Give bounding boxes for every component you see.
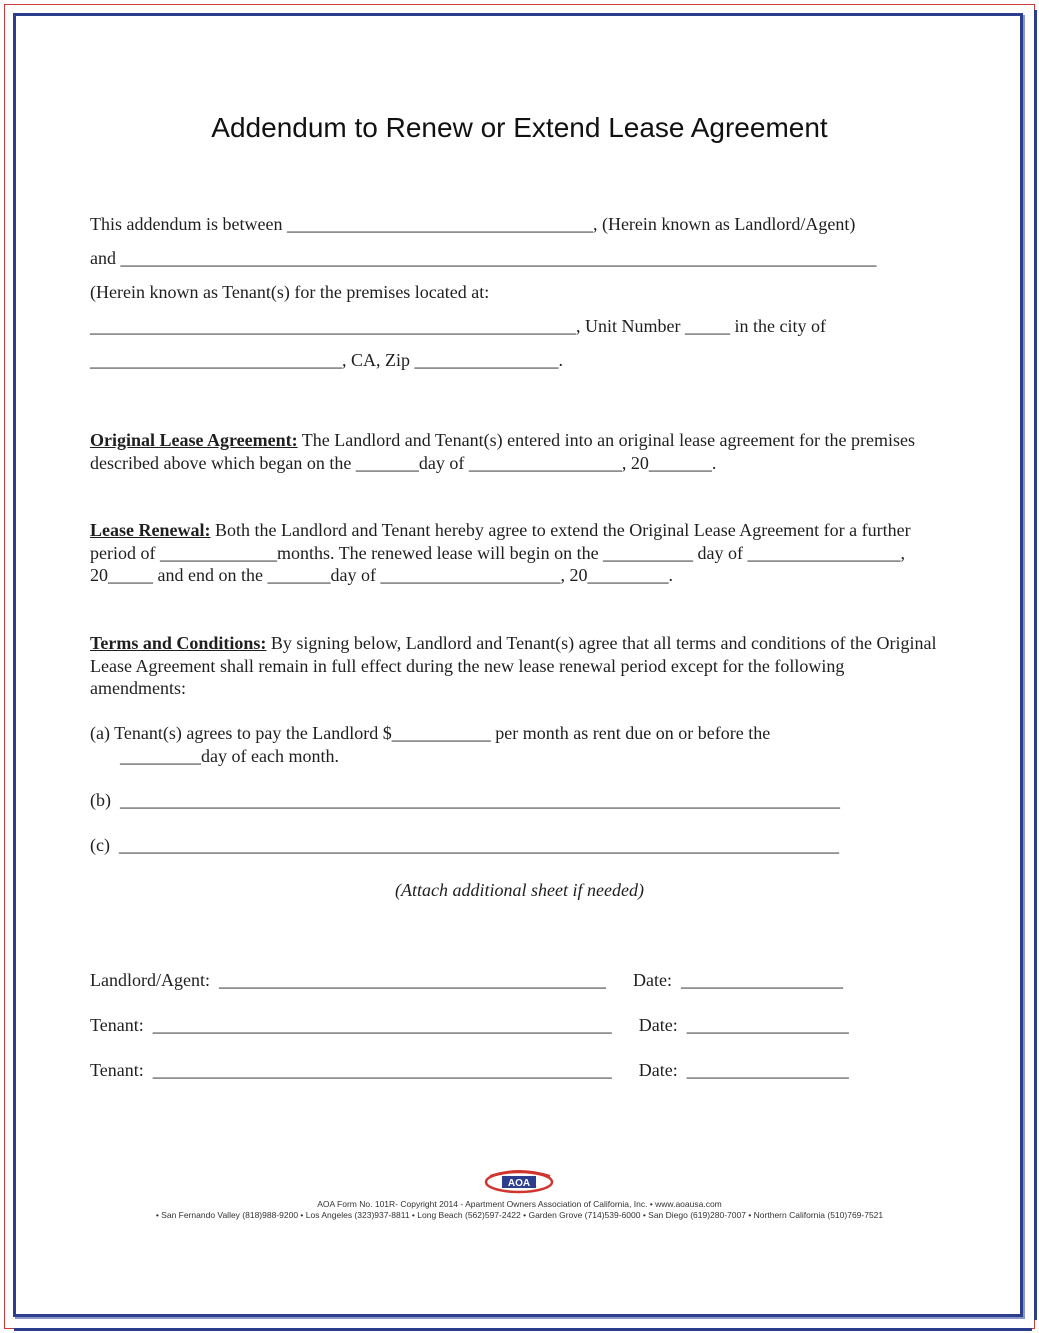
lease-renewal-text: Both the Landlord and Tenant hereby agree to extend the Original Lease Agreement for a further period of _____________months. The renewed lease will begin on the __________ day of _________________, 20_____ and end on the _______day of ____________________, 20_________. <box>90 520 911 585</box>
footer-offices: • San Fernando Valley (818)988-9200 • Los Angeles (323)937-8811 • Long Beach (562)597-2422 • Garden Grove (714)539-6000 • San Diego (619)280-7007 • Northern California (510)769-7521 <box>155 1210 884 1220</box>
terms-heading: Terms and Conditions: <box>90 633 267 653</box>
amendment-a-line1: (a) Tenant(s) agrees to pay the Landlord $___________ per month as rent due on or before the <box>90 723 771 743</box>
amendment-a <box>90 722 940 767</box>
intro-line-address: ______________________________________________________, Unit Number _____ in the city of <box>90 316 826 336</box>
terms-text: By signing below, Landlord and Tenant(s) agree that all terms and conditions of the Original Lease Agreement shall remain in full effect during the new lease renewal period except for the following amendments: <box>90 633 937 698</box>
frame-edge-bottom <box>14 1328 1032 1331</box>
lease-renewal-heading: Lease Renewal: <box>90 520 211 540</box>
original-lease-text: The Landlord and Tenant(s) entered into an original lease agreement for the premises described above which began on the _______day of _________________, 20_______. <box>90 430 915 473</box>
intro-line-parties: This addendum is between __________________________________, (Herein known as Landlord/Agent) <box>90 214 856 234</box>
terms-section <box>90 632 940 700</box>
attach-note: (Attach additional sheet if needed) <box>395 880 644 900</box>
aoa-logo <box>482 1168 556 1194</box>
signature-landlord: Landlord/Agent: ___________________________________________ Date: __________________ <box>90 970 843 990</box>
frame-edge-right <box>1034 10 1037 1320</box>
intro-line-tenant: and ____________________________________________________________________________________ <box>90 248 877 268</box>
document-title: Addendum to Renew or Extend Lease Agreement <box>211 112 828 143</box>
footer-copyright: AOA Form No. 101R- Copyright 2014 - Apartment Owners Association of California, Inc. • www.aoausa.com <box>317 1199 722 1209</box>
signature-tenant-1: Tenant: ___________________________________________________ Date: __________________ <box>90 1015 849 1035</box>
logo-text: AOA <box>507 1178 531 1189</box>
amendment-c: (c) ________________________________________________________________________________ <box>90 835 839 855</box>
original-lease-section <box>90 429 940 474</box>
lease-renewal-section <box>90 519 940 587</box>
intro-line-premises: (Herein known as Tenant(s) for the premises located at: <box>90 282 490 302</box>
original-lease-heading: Original Lease Agreement: <box>90 430 298 450</box>
signature-tenant-2: Tenant: ___________________________________________________ Date: __________________ <box>90 1060 849 1080</box>
amendment-b: (b) ________________________________________________________________________________ <box>90 790 840 810</box>
intro-line-city: ____________________________, CA, Zip ________________. <box>90 350 564 370</box>
amendment-a-line2: _________day of each month. <box>120 745 339 766</box>
